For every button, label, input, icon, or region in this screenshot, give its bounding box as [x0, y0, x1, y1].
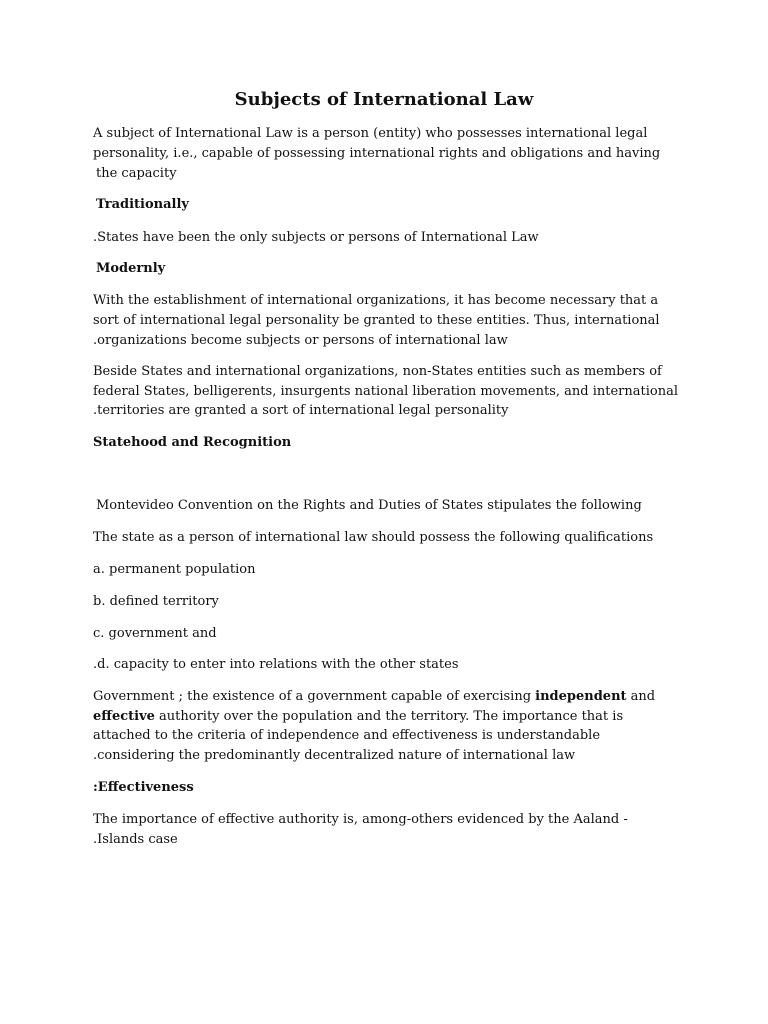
- government-line-2: [93, 707, 623, 727]
- heading-effectiveness: :Effectiveness: [93, 780, 194, 795]
- government-line-4: .considering the predominantly decentralized nature of international law: [93, 748, 576, 763]
- government-line-1-post: and: [626, 689, 656, 704]
- montevideo-text: Montevideo Convention on the Rights and Duties of States stipulates the following: [96, 498, 642, 513]
- intro-line-1: A subject of International Law is a person (entity) who possesses international legal: [93, 126, 648, 141]
- beside-line-2: federal States, belligerents, insurgents national liberation movements, and international: [93, 384, 679, 399]
- qualifications-intro: The state as a person of international law should possess the following qualifications: [93, 530, 654, 545]
- modernly-line-2: sort of international legal personality be granted to these entities. Thus, international: [93, 313, 660, 328]
- qualification-item: c. government and: [93, 626, 217, 641]
- government-line-1-pre: Government ; the existence of a government capable of exercising: [93, 689, 536, 704]
- government-line-3: attached to the criteria of independence and effectiveness is understandable: [93, 728, 601, 743]
- beside-line-3: .territories are granted a sort of international legal personality: [93, 403, 509, 418]
- modernly-line-3: .organizations become subjects or persons of international law: [93, 333, 508, 348]
- document-title: Subjects of International Law: [234, 89, 534, 110]
- modernly-line-1: With the establishment of international organizations, it has become necessary that a: [93, 293, 659, 308]
- government-effective: effective: [93, 709, 155, 724]
- effectiveness-line-1: The importance of effective authority is, among-others evidenced by the Aaland -: [93, 812, 628, 827]
- effectiveness-line-2: .Islands case: [93, 832, 178, 847]
- qualification-item: .d. capacity to enter into relations with the other states: [93, 657, 459, 672]
- intro-line-3: the capacity: [96, 166, 177, 181]
- qualification-item: b. defined territory: [93, 594, 219, 609]
- government-independent: independent: [535, 689, 627, 704]
- heading-modernly: Modernly: [96, 261, 166, 276]
- traditionally-text: .States have been the only subjects or persons of International Law: [93, 230, 539, 245]
- qualification-item: a. permanent population: [93, 562, 256, 577]
- government-line-1: [93, 687, 655, 707]
- heading-traditionally: Traditionally: [96, 197, 189, 212]
- intro-line-2: personality, i.e., capable of possessing international rights and obligations and having: [93, 146, 661, 161]
- beside-line-1: Beside States and international organizations, non-States entities such as members of: [93, 364, 662, 379]
- government-line-2-post: authority over the population and the territory. The importance that is: [154, 709, 624, 724]
- heading-statehood: Statehood and Recognition: [93, 435, 292, 450]
